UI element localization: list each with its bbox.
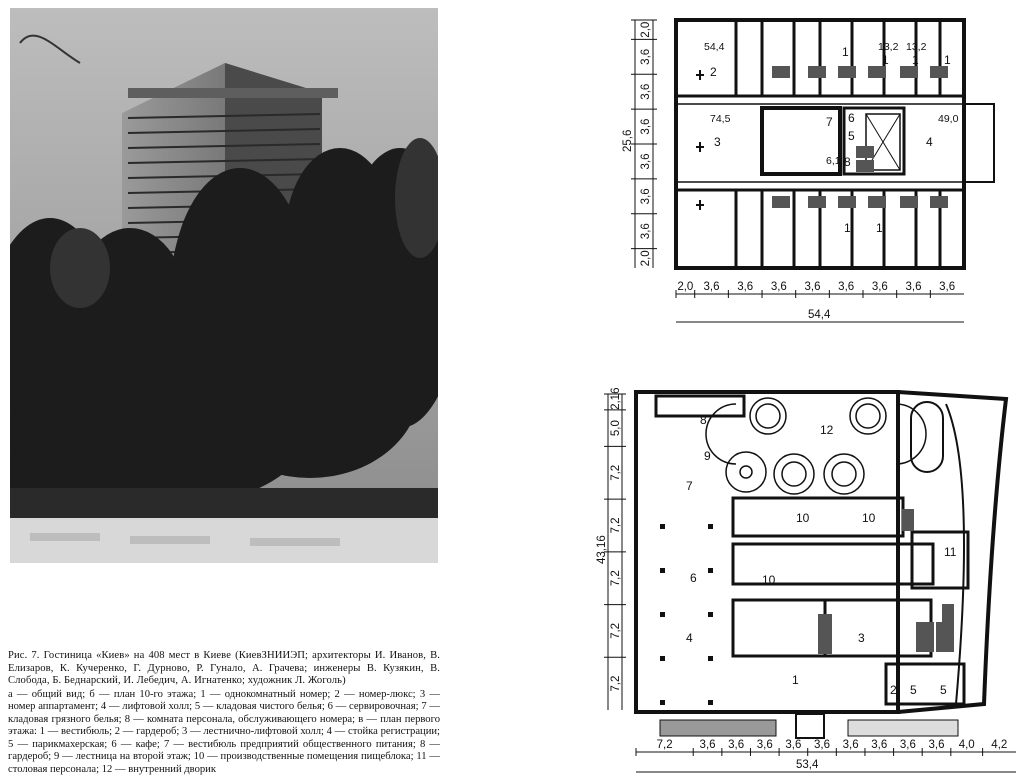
dimension-label: 7,2 [610,464,622,481]
room-number: 11 [944,545,957,559]
room-number: 10 [762,573,776,587]
area-label: 13,2 [878,41,899,53]
room-number: 1 [882,53,889,67]
room-number: 1 [792,673,799,687]
room-number: 7 [686,479,693,493]
dimension-label: 7,2 [610,675,622,692]
dimension-label: 3,6 [814,739,831,751]
room-number: 1 [876,221,883,235]
area-label: 49,0 [938,113,959,125]
dimension-label: 3,6 [928,739,945,751]
caption-lead: Рис. 7. Гостиница «Киев» на 408 мест в Киеве (КиевЗНИИЭП; архитекторы И. Иванов, В. Елизаров, К. Кучеренко, Г. Дурново, Р. Гунало, А. Грачева; инженеры В. Кузякин, В. Слобода, Б. Беднарский, И. Лебедич, А. Игнатенко; художник Л. Жоголь) [8,650,440,686]
floor-plans [596,4,1030,776]
dimension-label: 3,6 [699,739,716,751]
dimension-label: 3,6 [838,281,855,293]
dimension-label: 4,2 [991,739,1008,751]
dimension-label: 3,6 [939,281,956,293]
room-number: 1 [844,221,851,235]
area-label: 74,5 [710,113,731,125]
spiral-stair [726,452,766,492]
room-number: 12 [820,423,834,437]
room-number: 6 [848,111,855,125]
dimension-label: 2,0 [677,281,694,293]
dimension-label: 3,6 [640,188,652,205]
room-number: 10 [862,511,876,525]
dimension-label: 3,6 [640,118,652,135]
dimension-label: 3,6 [756,739,773,751]
dimension-label: 7,2 [610,622,622,639]
overall-width: 53,4 [796,759,819,771]
dimension-label: 7,2 [656,739,673,751]
dimension-label: 3,6 [640,223,652,240]
room-number: 5 [910,683,917,697]
room-number: 9 [704,449,711,463]
plan-ground [596,388,1016,772]
dimension-label: 3,6 [785,739,802,751]
room-number: 10 [796,511,810,525]
dimension-label: 3,6 [871,281,888,293]
dimension-label: 3,6 [737,281,754,293]
room-number: 4 [926,135,933,149]
overall-height: 43,16 [596,535,608,564]
dimension-label: 3,6 [804,281,821,293]
dimension-label: 3,6 [770,281,787,293]
room-number: 3 [858,631,865,645]
dimension-label: 3,6 [871,739,888,751]
room-number: 1 [842,45,849,59]
dimension-label: 3,6 [728,739,745,751]
dimension-label: 2,0 [640,21,652,38]
dimension-label: 5,0 [610,420,622,437]
area-label: 6,1 [826,155,841,167]
overall-height: 25,6 [622,129,634,152]
courtyard [706,398,926,494]
room-number: 8 [844,155,851,169]
room-number: 3 [714,135,721,149]
room-number: 6 [690,571,697,585]
dimension-label: 3,6 [842,739,859,751]
room-number: 1 [912,53,919,67]
dimension-label: 7,2 [610,517,622,534]
dimension-label: 3,6 [640,153,652,170]
room-number: 2 [890,683,897,697]
area-label: 13,2 [906,41,927,53]
room-number: 5 [848,129,855,143]
dimension-label: 2,0 [640,250,652,267]
overall-width: 54,4 [808,309,831,321]
caption-keys: а — общий вид; б — план 10-го этажа; 1 — однокомнатный номер; 2 — номер-люкс; 3 — номер аппартамент; 4 — лифтовой холл; 5 — кладовая чистого белья; 6 — сервировочная; 7 — кладовая грязного белья; 8 — комната персонала, обслуживающего номера; в — план первого этажа: 1 — вестибюль; 2 — гардероб; 3 — лестнично-лифтовой холл; 4 — стойка регистрации; 5 — парикмахерская; 6 — кафе; 7 — вестибюль предприятий общественного питания; 8 — гардероб; 9 — лестница на второй этаж; 10 — производственные помещения пищеблока; 11 — столовая персонала; 12 — внутренний дворик [8,688,440,775]
room-number: 2 [710,65,717,79]
figure-caption [8,650,440,776]
room-number: 8 [700,413,707,427]
room-number: 4 [686,631,693,645]
hotel-photo [10,8,438,563]
plan-upper [622,20,994,322]
room-number: 7 [826,115,833,129]
dimension-label: 3,6 [899,739,916,751]
dimension-label: 3,6 [703,281,720,293]
dimension-label: 7,2 [610,570,622,587]
dimension-label: 3,6 [905,281,922,293]
dimension-label: 3,6 [640,83,652,100]
room-number: 5 [940,683,947,697]
room-number: 1 [944,53,951,67]
dimension-label: 2,16 [610,387,622,410]
area-label: 54,4 [704,41,725,53]
dimension-label: 4,0 [958,739,975,751]
dimension-label: 3,6 [640,48,652,65]
